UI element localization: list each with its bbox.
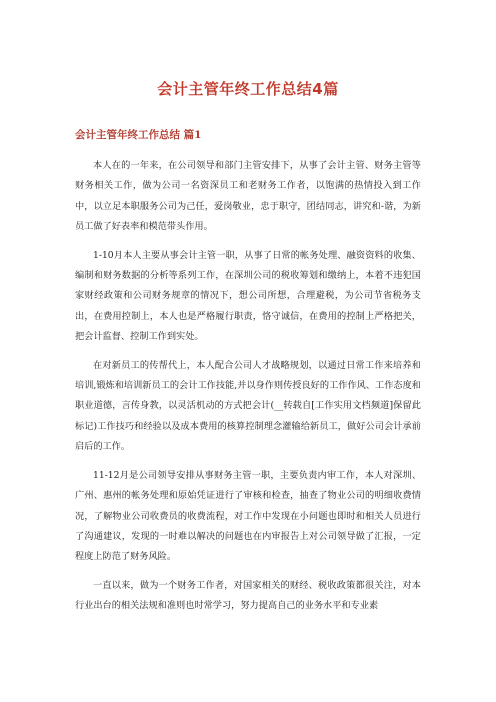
paragraph: 本人在的一年来，在公司领导和部门主管安排下，从事了会计主管、财务主管等财务相关工作，做为公司一名资深员工和老财务工作者，以饱满的热情投入到工作中，以立足本职服务公司为己任，爱岗敬业，忠于职守，团结同志，讲究和-谐，为新员工做了好表率和模范带头作用。 (75, 160, 421, 233)
paragraph: 在对新员工的传帮代上，本人配合公司人才战略规划，以通过日常工作来培养和培训,锻炼和培训新员工的会计工作技能,并以身作则传授良好的工作作风、工作态度和职业道德，言传身教，以灵活机动的方式把会计(__转载自[工作实用文档频道]保留此标记)工作技巧和经验以及成本费用的核算控制理念灌输给新员工，做好公司会计承前启后的工作。 (75, 359, 421, 453)
paragraph: 一直以来，做为一个财务工作者，对国家相关的财经、税收政策都很关注，对本行业出台的相关法规和准则也时常学习，努力提高自己的业务水平和专业素 (75, 579, 421, 612)
section-heading: 会计主管年终工作总结 篇1 (75, 129, 202, 141)
paragraph: 1-10月本人主要从事会计主管一职，从事了日常的帐务处理、融资资料的收集、编制和财务数据的分析等系列工作，在深圳公司的税收筹划和缴纳上，本着不违犯国家财经政策和公司财务规章的情况下，想公司所想，合理避税，为公司节省税务支出，在费用控制上，本人也是严格履行职责，恪守诚信，在费用的控制上严格把关，把会计监督、控制工作到实处。 (75, 249, 421, 343)
document-body (75, 156, 421, 625)
paragraph: 11-12月是公司领导安排从事财务主管一职，主要负责内审工作，本人对深圳、广州、惠州的帐务处理和原始凭证进行了审核和检查，抽查了物业公司的明细收费情况，了解物业公司收费员的收费流程，对工作中发现在小问题也即时和相关人员进行了沟通建议，发现的一时难以解决的问题也在内审报告上对公司领导做了汇报，一定程度上防范了财务风险。 (75, 469, 421, 563)
page-title: 会计主管年终工作总结4篇 (157, 80, 339, 98)
